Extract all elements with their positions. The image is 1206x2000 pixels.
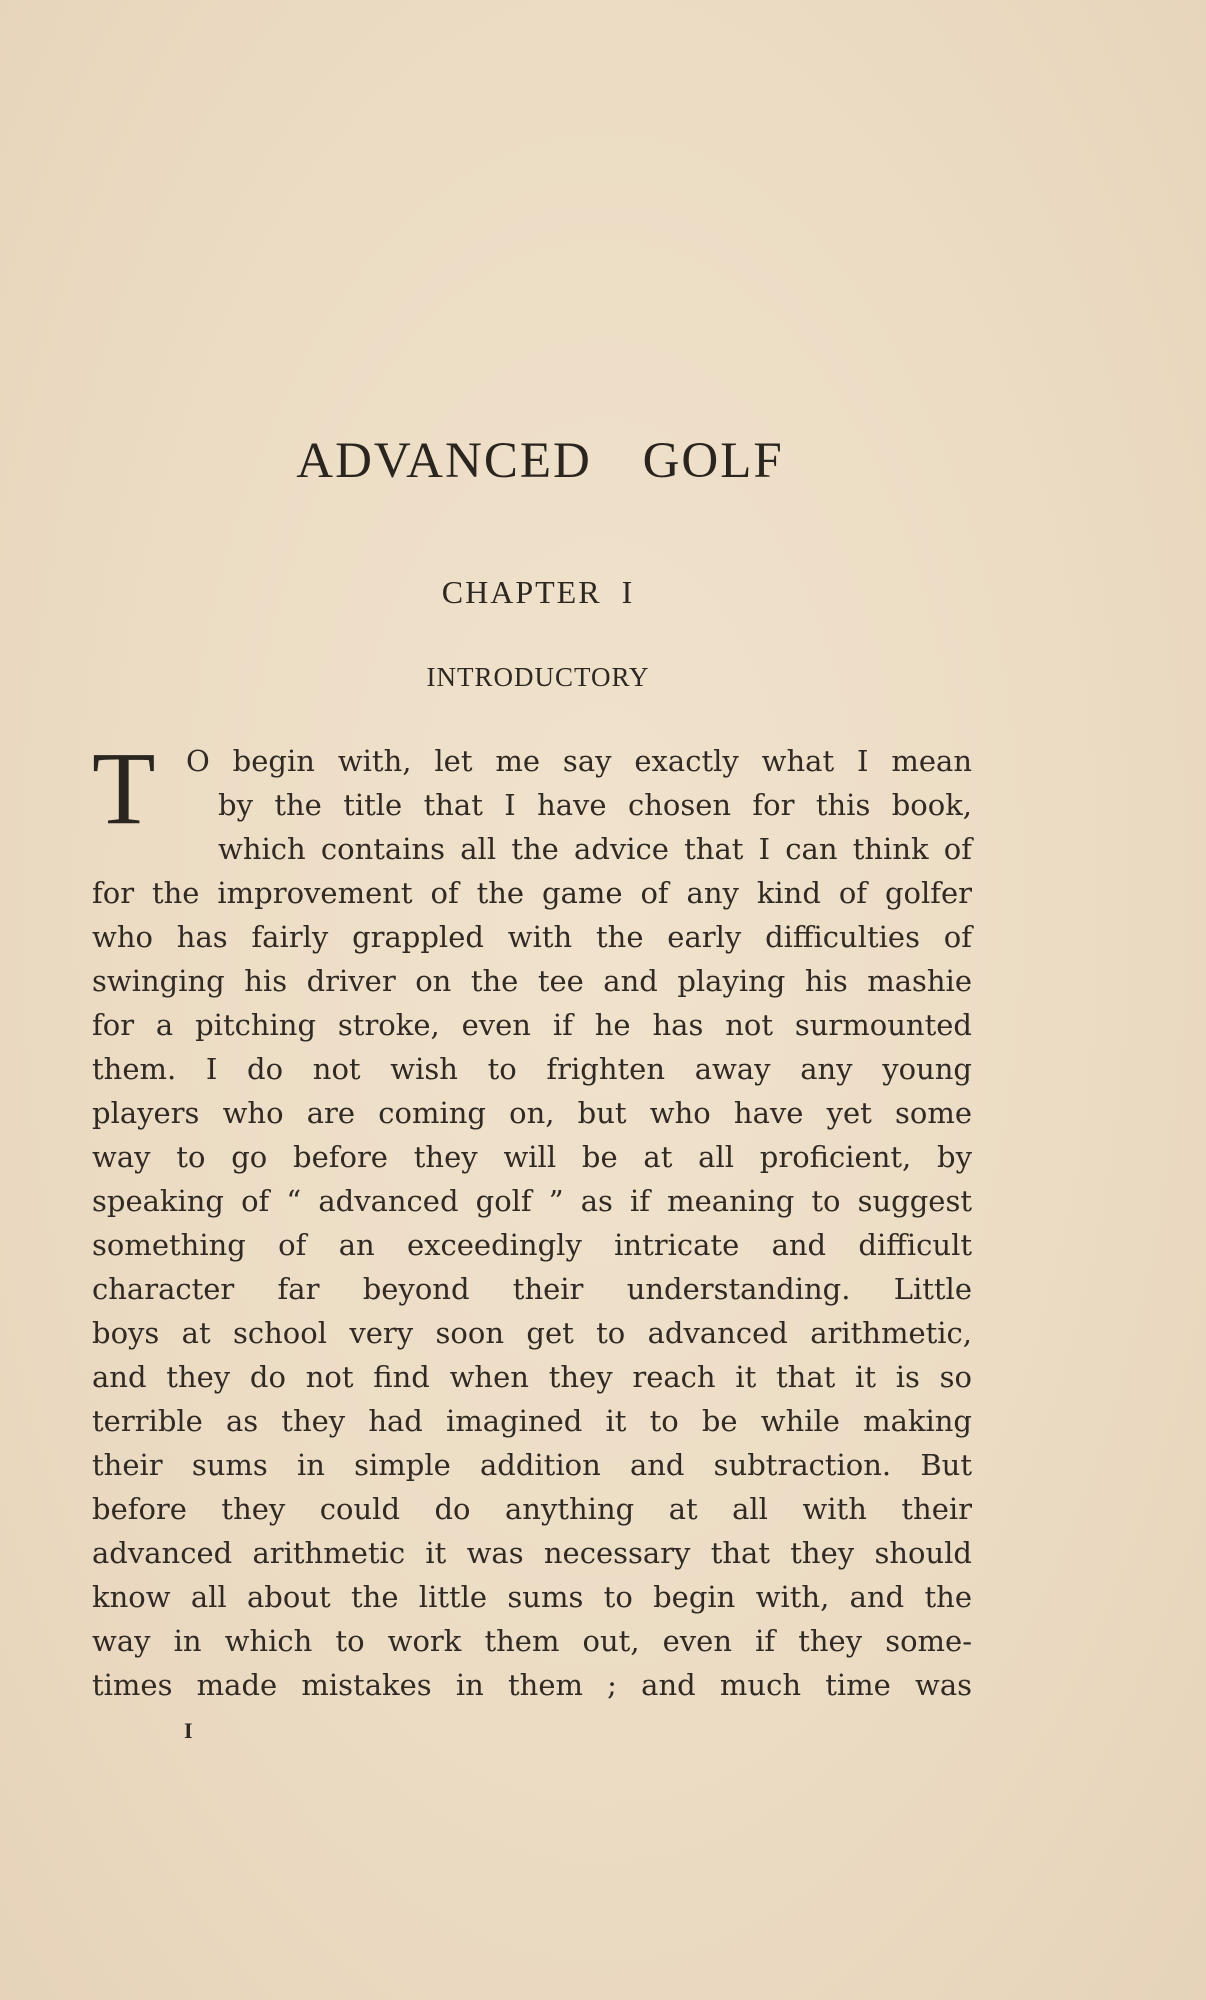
text-line: swinging his driver on the tee and playing his mashie xyxy=(92,964,972,998)
text-line: character far beyond their understanding. Little xyxy=(92,1272,972,1306)
text-line: times made mistakes in them ; and much time was xyxy=(92,1668,972,1702)
body-text xyxy=(92,731,972,1720)
text-line: way to go before they will be at all proficient, by xyxy=(92,1140,972,1174)
chapter-heading: CHAPTER I xyxy=(441,574,635,610)
text-line: for the improvement of the game of any kind of golfer xyxy=(92,876,972,910)
drop-cap: T xyxy=(92,731,156,846)
text-line: who has fairly grappled with the early difficulties of xyxy=(92,920,972,954)
text-line: boys at school very soon get to advanced arithmetic, xyxy=(92,1316,972,1350)
text-line: speaking of “ advanced golf ” as if meaning to suggest xyxy=(92,1184,972,1218)
book-title: ADVANCED GOLF xyxy=(296,433,784,489)
text-line: O begin with, let me say exactly what I mean xyxy=(186,744,972,778)
chapter-title: INTRODUCTORY xyxy=(426,662,650,692)
text-line: advanced arithmetic it was necessary that they should xyxy=(92,1536,972,1570)
text-line: by the title that I have chosen for this book, xyxy=(218,788,972,822)
text-line: for a pitching stroke, even if he has not surmounted xyxy=(92,1008,972,1042)
text-line: know all about the little sums to begin with, and the xyxy=(92,1580,972,1614)
text-line: them. I do not wish to frighten away any young xyxy=(92,1052,972,1086)
text-line: and they do not find when they reach it that it is so xyxy=(92,1360,972,1394)
text-line: which contains all the advice that I can think of xyxy=(218,832,972,866)
text-line: terrible as they had imagined it to be while making xyxy=(92,1404,972,1438)
page-number: I xyxy=(184,1718,193,1743)
text-line: something of an exceedingly intricate and difficult xyxy=(92,1228,972,1262)
text-line: before they could do anything at all with their xyxy=(92,1492,972,1526)
text-line: players who are coming on, but who have yet some xyxy=(92,1096,972,1130)
text-line: way in which to work them out, even if they some- xyxy=(92,1624,972,1658)
text-line: their sums in simple addition and subtraction. But xyxy=(92,1448,972,1482)
